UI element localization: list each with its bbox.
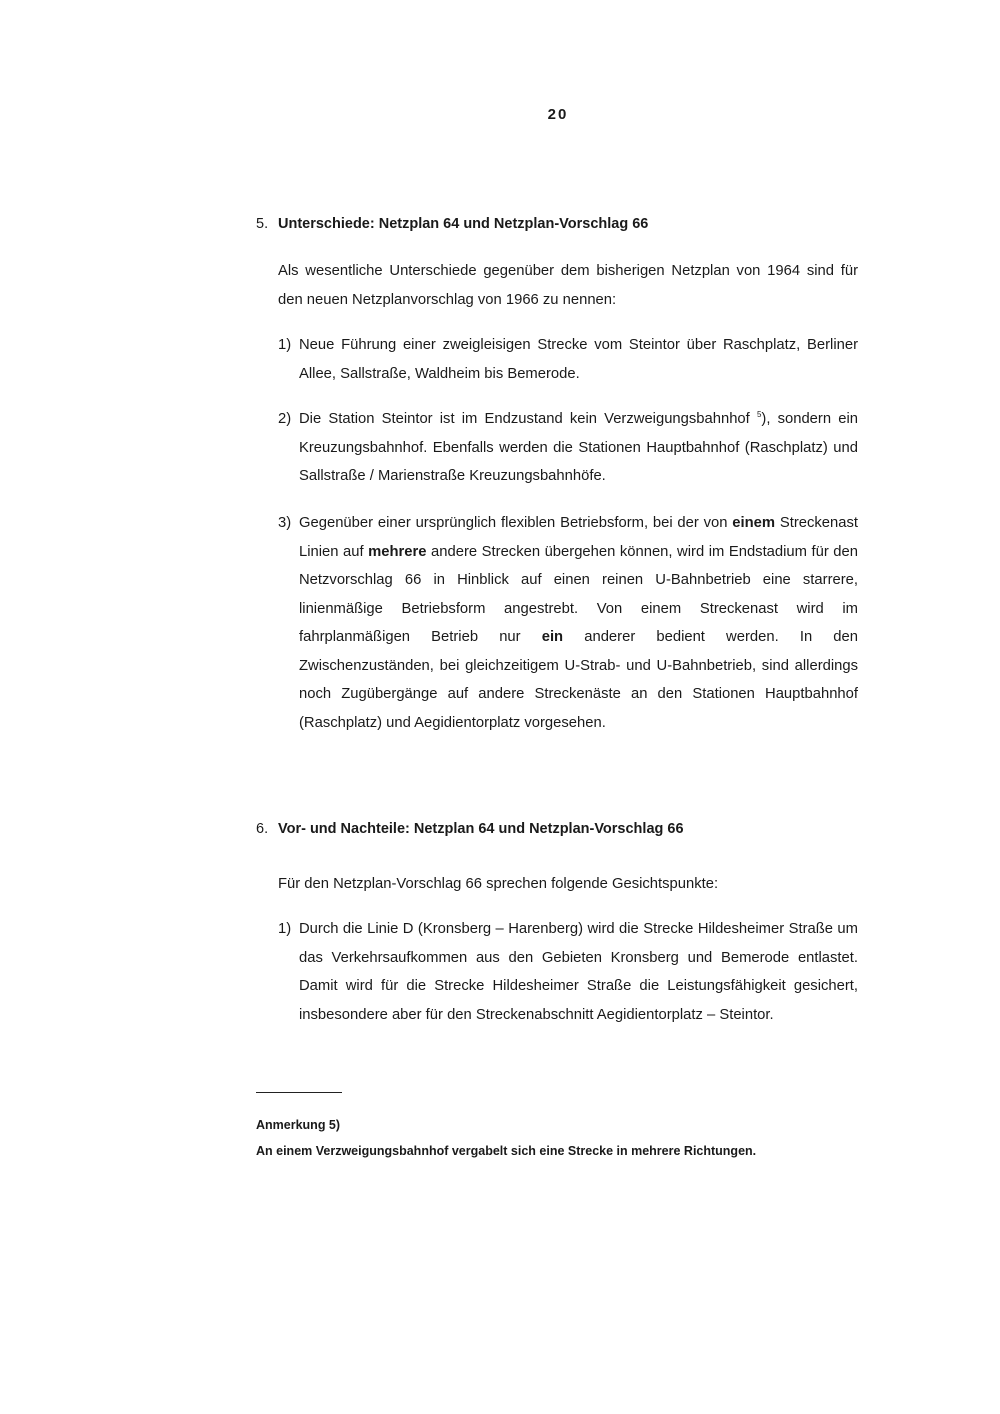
section-5-item-1 xyxy=(278,331,858,388)
item-text-part: Die Station Steintor ist im Endzustand kein Verzweigungsbahnhof xyxy=(299,411,757,427)
item-text-part: anderer bedient werden. In den Zwischenzuständen, bei gleichzeitigem U-Strab- und U-Bahnbetrieb, sind allerdings noch Zugübergänge auf andere Streckenäste an den Stationen Hauptbahnhof (Raschplatz) und Aegidientorplatz vorgesehen. xyxy=(299,629,858,731)
item-number: 3) xyxy=(278,515,292,531)
section-5-intro: Als wesentliche Unterschiede gegenüber dem bisherigen Netzplan von 1964 sind für den neuen Netzplanvorschlag von 1966 zu nennen: xyxy=(278,263,858,308)
item-number: 2) xyxy=(278,411,292,427)
item-text-part: ), sondern ein Kreuzungsbahnhof. Ebenfalls werden die Stationen Hauptbahnhof (Raschplatz) und Sallstraße / Marienstraße Kreuzungsbahnhöfe. xyxy=(299,411,858,484)
item-text-part: Gegenüber einer ursprünglich flexiblen Betriebsform, bei der von xyxy=(299,515,733,531)
section-6-item-1 xyxy=(278,915,858,1029)
footnote-text: An einem Verzweigungsbahnhof vergabelt sich eine Strecke in mehrere Richtungen. xyxy=(256,1144,757,1158)
item-number: 1) xyxy=(278,337,292,353)
section-6-title: Vor- und Nachteile: Netzplan 64 und Netzplan-Vorschlag 66 xyxy=(278,821,684,837)
item-text-part: Streckenast Linien auf xyxy=(299,515,859,560)
item-text: Neue Führung einer zweigleisigen Strecke vom Steintor über Raschplatz, Berliner Allee, Sallstraße, Waldheim bis Bemerode. xyxy=(299,337,858,382)
section-5-item-2 xyxy=(278,405,858,491)
section-5-number: 5. xyxy=(256,216,269,232)
item-text xyxy=(299,405,858,491)
page-number: 20 xyxy=(547,106,569,123)
footnote-reference: 5 xyxy=(756,410,762,420)
section-5-title: Unterschiede: Netzplan 64 und Netzplan-Vorschlag 66 xyxy=(278,216,649,232)
section-6-intro: Für den Netzplan-Vorschlag 66 sprechen folgende Gesichtspunkte: xyxy=(278,876,719,892)
emphasis-text: ein xyxy=(541,629,564,645)
section-5-heading xyxy=(256,216,648,232)
section-6-number: 6. xyxy=(256,821,269,837)
item-text: Durch die Linie D (Kronsberg – Harenberg) wird die Strecke Hildesheimer Straße um das Verkehrsaufkommen aus den Gebieten Kronsberg und Bemerode entlastet. Damit wird für die Strecke Hildesheimer Straße die Leistungsfähigkeit gesichert, insbesondere aber für den Streckenabschnitt Aegidientorplatz – Steintor. xyxy=(299,921,858,1023)
item-text-part: andere Strecken übergehen können, wird im Endstadium für den Netzvorschlag 66 in Hinblick auf einen reinen U-Bahnbetrieb eine starrere, linienmäßige Betriebsform angestrebt. Von einem Streckenast wird im fahrplanmäßigen Betrieb nur xyxy=(299,543,858,645)
footnote-divider xyxy=(256,1092,342,1093)
emphasis-text: einem xyxy=(732,515,776,531)
footnote-title: Anmerkung 5) xyxy=(256,1118,341,1132)
emphasis-text: mehrere xyxy=(368,543,427,560)
item-number: 1) xyxy=(278,921,292,937)
item-text xyxy=(299,509,858,737)
section-6-heading xyxy=(256,821,684,837)
section-5-item-3 xyxy=(278,509,858,737)
